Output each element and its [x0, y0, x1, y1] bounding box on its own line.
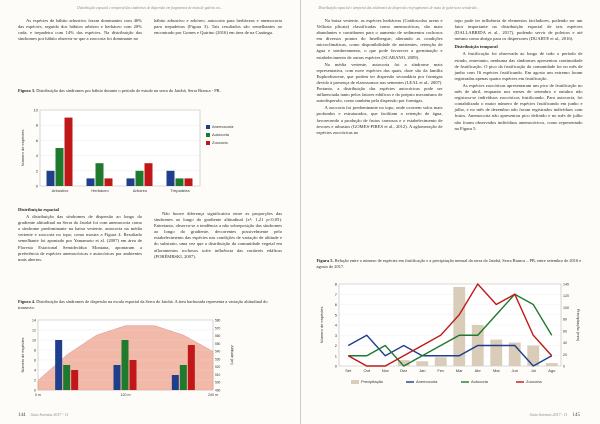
fig5-caption-text: Relação entre o número de espécies em frutificação e a precipitação mensal da serra do Jatobá, Serra Branca – PB, entre setembro de 2016 e agosto de 2017. — [316, 258, 582, 269]
y2-tick-label: 100 — [562, 305, 569, 310]
y2-tick-label: 570 — [215, 326, 221, 331]
x-tick-label: Fev — [436, 368, 444, 373]
y-tick-label: 5 — [334, 312, 337, 318]
fig3-caption — [18, 88, 282, 94]
y-tick-label: 0 — [334, 363, 337, 369]
legend-swatch — [206, 125, 210, 129]
bar-zoocoria — [145, 163, 153, 186]
fig3-label: Figura 3. — [18, 88, 36, 93]
paragraph: Na baixa vertente, as espécies herbáceas (Cnidoscolus urens e Vellozia plicata) classificadas como anemocóricas, são mais abundantes e contribuem para o aumento de sedimentos rochosos em diversos pontos do Inselbergue, alterando as condições microclimáticas, como disponibilidade de nutrientes, retenção de água e sombreamento, o que pode favorecer a germinação e estabelecimento de outras espécies (SCARANO, 2009). — [316, 18, 443, 60]
legend-label: Zoocoria — [212, 140, 228, 145]
x-tick-label: Nov — [381, 368, 389, 373]
x-tick-label: Jul — [530, 368, 536, 373]
paragraph: A zoocoria foi predominante no topo, onde ocorrem solos mais profundos e estruturados, que facilitam a retenção de água, favorecendo a produção de frutos carnosos e o estabelecimento de árvores e arbustos (GOMES-PIRES et al., 2012). A aglomeração de espécies zoocóricas no — [316, 105, 443, 135]
y-tick-label: 4 — [34, 368, 36, 373]
plot-area — [40, 110, 200, 186]
fig3-chart — [18, 104, 234, 199]
bar-zoocoria — [130, 360, 137, 390]
bar-anemocoria — [167, 171, 175, 186]
right-col2 — [455, 18, 583, 133]
x-tick-label: Trepadeira — [170, 188, 190, 193]
x-tick-label: Jan — [418, 368, 425, 373]
y-tick-label: 7 — [334, 291, 337, 297]
bar-zoocoria — [105, 178, 113, 186]
bar-autocoria — [136, 171, 144, 186]
fig4-chart — [18, 316, 248, 406]
y2-tick-label: 580 — [215, 318, 221, 323]
legend-label: Anemocoria — [212, 124, 234, 129]
y-tick-label: 6 — [35, 137, 38, 143]
x-tick-label: Abr — [474, 368, 481, 373]
y-axis-label: Número de espécies — [20, 129, 25, 167]
y2-tick-label: 540 — [215, 349, 221, 354]
x-tick-label: Mai — [492, 368, 499, 373]
y2-tick-label: 500 — [215, 380, 221, 385]
y2-tick-label: 490 — [215, 388, 221, 393]
left-running-head: Distribuição espacial e temporal das síndromes de dispersão em fragmentos de mata de galeria no... — [77, 6, 223, 10]
y2-tick-label: 60 — [562, 329, 567, 334]
fig3-svg — [18, 104, 234, 199]
y-axis-label: Número de espécies — [21, 337, 25, 373]
bar-zoocoria — [71, 370, 78, 390]
x-tick-label: Ago — [547, 368, 555, 373]
bar-zoocoria — [65, 118, 73, 186]
y-tick-label: 2 — [35, 168, 38, 174]
right-footer — [530, 412, 584, 418]
y-tick-label: 10 — [33, 107, 38, 113]
y-tick-label: 0 — [35, 183, 38, 189]
x-tick-label: Herbáceo — [91, 188, 109, 193]
left-col2-top — [154, 18, 282, 37]
paragraph: As espécies zoocóricas apresentaram um pico de frutificação no mês de abril, enquanto nos meses de setembro e outubro não registrou-se indivíduos zoocóricos frutificando. Para autocoria, foi contabilizado o maior número de espécies frutificando em junho e julho, e no mês de dezembro não foram registrados indivíduos com frutos. Anemocoria não apresentou pico definido e no mês de julho não foram observados indivíduos anemocóricos, como representado na Figura 5. — [454, 82, 583, 131]
y2-tick-label: 80 — [562, 317, 567, 322]
y-tick-label: 8 — [34, 348, 36, 353]
left-col2-mid — [154, 211, 282, 261]
section-heading: Distribuição temporal — [454, 44, 498, 50]
left-footer — [18, 412, 68, 418]
y-tick-label: 4 — [334, 322, 337, 328]
left-col1-mid — [18, 205, 142, 264]
y-axis-label: Número de espécies — [318, 306, 324, 344]
fig4-svg — [18, 316, 248, 406]
precipitation-bar — [545, 363, 557, 366]
bar-anemocoria — [114, 365, 121, 390]
x-tick-label: Set — [344, 368, 351, 373]
fig4-caption — [18, 299, 282, 310]
y-tick-label: 3 — [334, 332, 337, 338]
x-tick-label: Dez — [399, 368, 407, 373]
bar-anemocoria — [172, 375, 179, 390]
y-tick-label: 6 — [334, 302, 337, 307]
page-number: 144 — [18, 413, 26, 418]
bar-anemocoria — [47, 171, 55, 186]
x-tick-label: 0 m — [35, 393, 41, 397]
bar-zoocoria — [188, 345, 195, 390]
y2-axis-label: Precipitação (mm) — [575, 308, 581, 342]
precipitation-bar — [434, 357, 446, 366]
fig3-caption-text: Distribuição das síndromes por hábito durante o período de estudo na serra do Jatobá, Serra Branca - PB. — [36, 88, 221, 93]
y2-tick-label: 120 — [562, 294, 569, 299]
y-tick-label: 2 — [334, 343, 337, 348]
fig4-caption-text: Distribuição das síndromes de dispersão na escala espacial da Serra do Jatobá. A área hachurada representa a variação altitudinal do transecto. — [18, 299, 268, 310]
precipitation-bar — [490, 340, 502, 366]
y-tick-label: 8 — [35, 122, 38, 128]
legend-swatch — [206, 133, 210, 137]
x-tick-label: Out — [363, 368, 370, 373]
paragraph: A distribuição das síndromes de dispersão ao longo do gradiente altitudinal na Serra do Jatobá foi com anemocoria como a síndrome predominante na baixa vertente, autocoria na média vertente e zoocoria no topo, como mostra a Figura 4. Resultado semelhante foi apontado por Yamamoto et al. (2007) em área de Floresta Estacional Semidecídua Montana, apontaram a preferência de espécies anemocóricas e autocóricas por ambientes mais abertos. — [18, 214, 142, 262]
paragraph: topo pode ter influência de elementos faciladores, podendo ser um fator importante na distribuição espacial de tais espécies (DALLABRIDA et al., 2017), podendo servir de poleiros e até mesmo como abrigo para os dispersores (DUARTE et al., 2016). — [454, 18, 583, 42]
page-number: 145 — [572, 413, 580, 418]
legend-label: Anemocoria — [415, 379, 437, 384]
legend-label: Autocoria — [212, 132, 229, 137]
legend-swatch — [206, 141, 210, 145]
left-col1-top — [18, 18, 142, 43]
footer-text: Gaia Scientia 2017 - 11 — [30, 412, 69, 417]
bar-autocoria — [96, 163, 104, 186]
x-tick-label: Arbóreo — [132, 188, 148, 193]
y2-axis-label: Altitude (m) — [230, 345, 234, 365]
bar-zoocoria — [185, 178, 193, 186]
x-tick-label: 240 m — [208, 393, 218, 397]
bar-autocoria — [56, 148, 64, 186]
precipitation-bar — [416, 361, 428, 366]
x-tick-label: Mar — [455, 368, 463, 373]
y-tick-label: 4 — [35, 153, 38, 159]
paragraph: A frutificação foi observada ao longo de todo o período de estudo, entretanto, nenhuma das síndromes apresentou continuidade de frutificação. O pico da frutificação da comunidade foi no mês de junho com 16 espécies frutificando. Em agosto um extremo foram registradas apenas quatro espécies em frutificação. — [454, 51, 583, 81]
y2-tick-label: 0 — [562, 364, 565, 369]
bar-anemocoria — [87, 178, 95, 186]
y2-tick-label: 20 — [562, 352, 567, 357]
legend-swatch — [351, 380, 359, 384]
y2-tick-label: 530 — [215, 357, 221, 362]
y-tick-label: 1 — [334, 353, 337, 359]
bar-autocoria — [63, 365, 70, 390]
fig5-chart — [317, 276, 587, 396]
fig4-label: Figura 4. — [18, 299, 36, 304]
y-tick-label: 14 — [32, 318, 36, 323]
bar-autocoria — [180, 365, 187, 390]
paragraph: Na média vertente, autocoria foi a síndrome mais representativa, com nove espécies das quais, doze são da família Euphorbiaceae, que podem ter dispersão secundária por formigas devido à presença de elaiossomos nas sementes (LEAL et al., 2007). Portanto, a distribuição das espécies autocóricas pode ser influenciada tanto pelos fatores edáficos e do próprio mecanismo de autodispersão, como também pela dispersão por formigas. — [316, 61, 443, 104]
y2-tick-label: 40 — [562, 341, 567, 346]
legend-label: Precipitação — [360, 379, 383, 384]
bar-autocoria — [176, 178, 184, 186]
y2-tick-label: 520 — [215, 365, 221, 370]
paragraph: As espécies de hábito arbustivo foram dominantes com 46% das espécies, seguido dos hábitos arbóreo e herbáceo com 20% cada, e trepadeira com 14% das espécies. Na distribuição das síndromes por hábito observa-se que a zoocoria foi dominante no — [18, 18, 142, 42]
bar-anemocoria — [127, 178, 135, 186]
fig5-caption — [317, 258, 583, 269]
y-tick-label: 12 — [32, 328, 36, 333]
x-tick-label: 120 m — [120, 393, 131, 397]
x-tick-label: Arbustivo — [51, 188, 69, 193]
paragraph: Não houve diferença significativa entre as proporções das síndromes ao longo do gradiente altitudinal (x²: 1,21 p<0,05). Entretanto, observa-se a tendência a não sobreposição das síndromes ao longo do gradiente, decorrentes possivelmente pelo estabelecimento das espécies nas condições de variação de altitude e do substrato, uma vez que a distribuição da comunidade vegetal em afloramentos rochosos sofre influência das variáveis edáficas (PORÉMBSKI, 2007). — [154, 211, 282, 259]
x-tick-label: Jun — [511, 368, 518, 373]
bar-autocoria — [122, 340, 129, 390]
y2-tick-label: 560 — [215, 334, 221, 339]
right-running-head: Distribuição espacial e temporal das síndromes de dispersão em fragmentos de mata de galeria no semiárido... — [318, 6, 480, 10]
y-tick-label: 2 — [34, 378, 36, 383]
bar-anemocoria — [55, 340, 62, 390]
fig5-svg — [317, 276, 587, 396]
y-tick-label: 10 — [32, 338, 36, 343]
fig5-label: Figura 5. — [316, 258, 334, 263]
legend-label: Autocoria — [470, 379, 488, 384]
legend-label: Zoocoria — [525, 379, 542, 384]
y2-tick-label: 550 — [215, 341, 221, 346]
y2-tick-label: 510 — [215, 372, 221, 377]
right-col1 — [317, 18, 443, 137]
y-tick-label: 8 — [334, 281, 337, 287]
y2-tick-label: 140 — [562, 282, 569, 287]
section-heading: Distribuição espacial — [18, 207, 59, 212]
right-page — [301, 0, 600, 424]
paragraph: hábito arbustivo e arbóreo, autocoria para herbáceas e anemocoria para trepadeiras (Figura 3). Tais resultados são semelhantes ao encontrado por Gomes e Quirino (2016) em área de na Caatinga. — [154, 18, 282, 36]
footer-text: Gaia Scientia 2017 - 11 — [529, 412, 568, 417]
y-tick-label: 6 — [34, 358, 36, 363]
y-tick-label: 0 — [34, 388, 36, 393]
